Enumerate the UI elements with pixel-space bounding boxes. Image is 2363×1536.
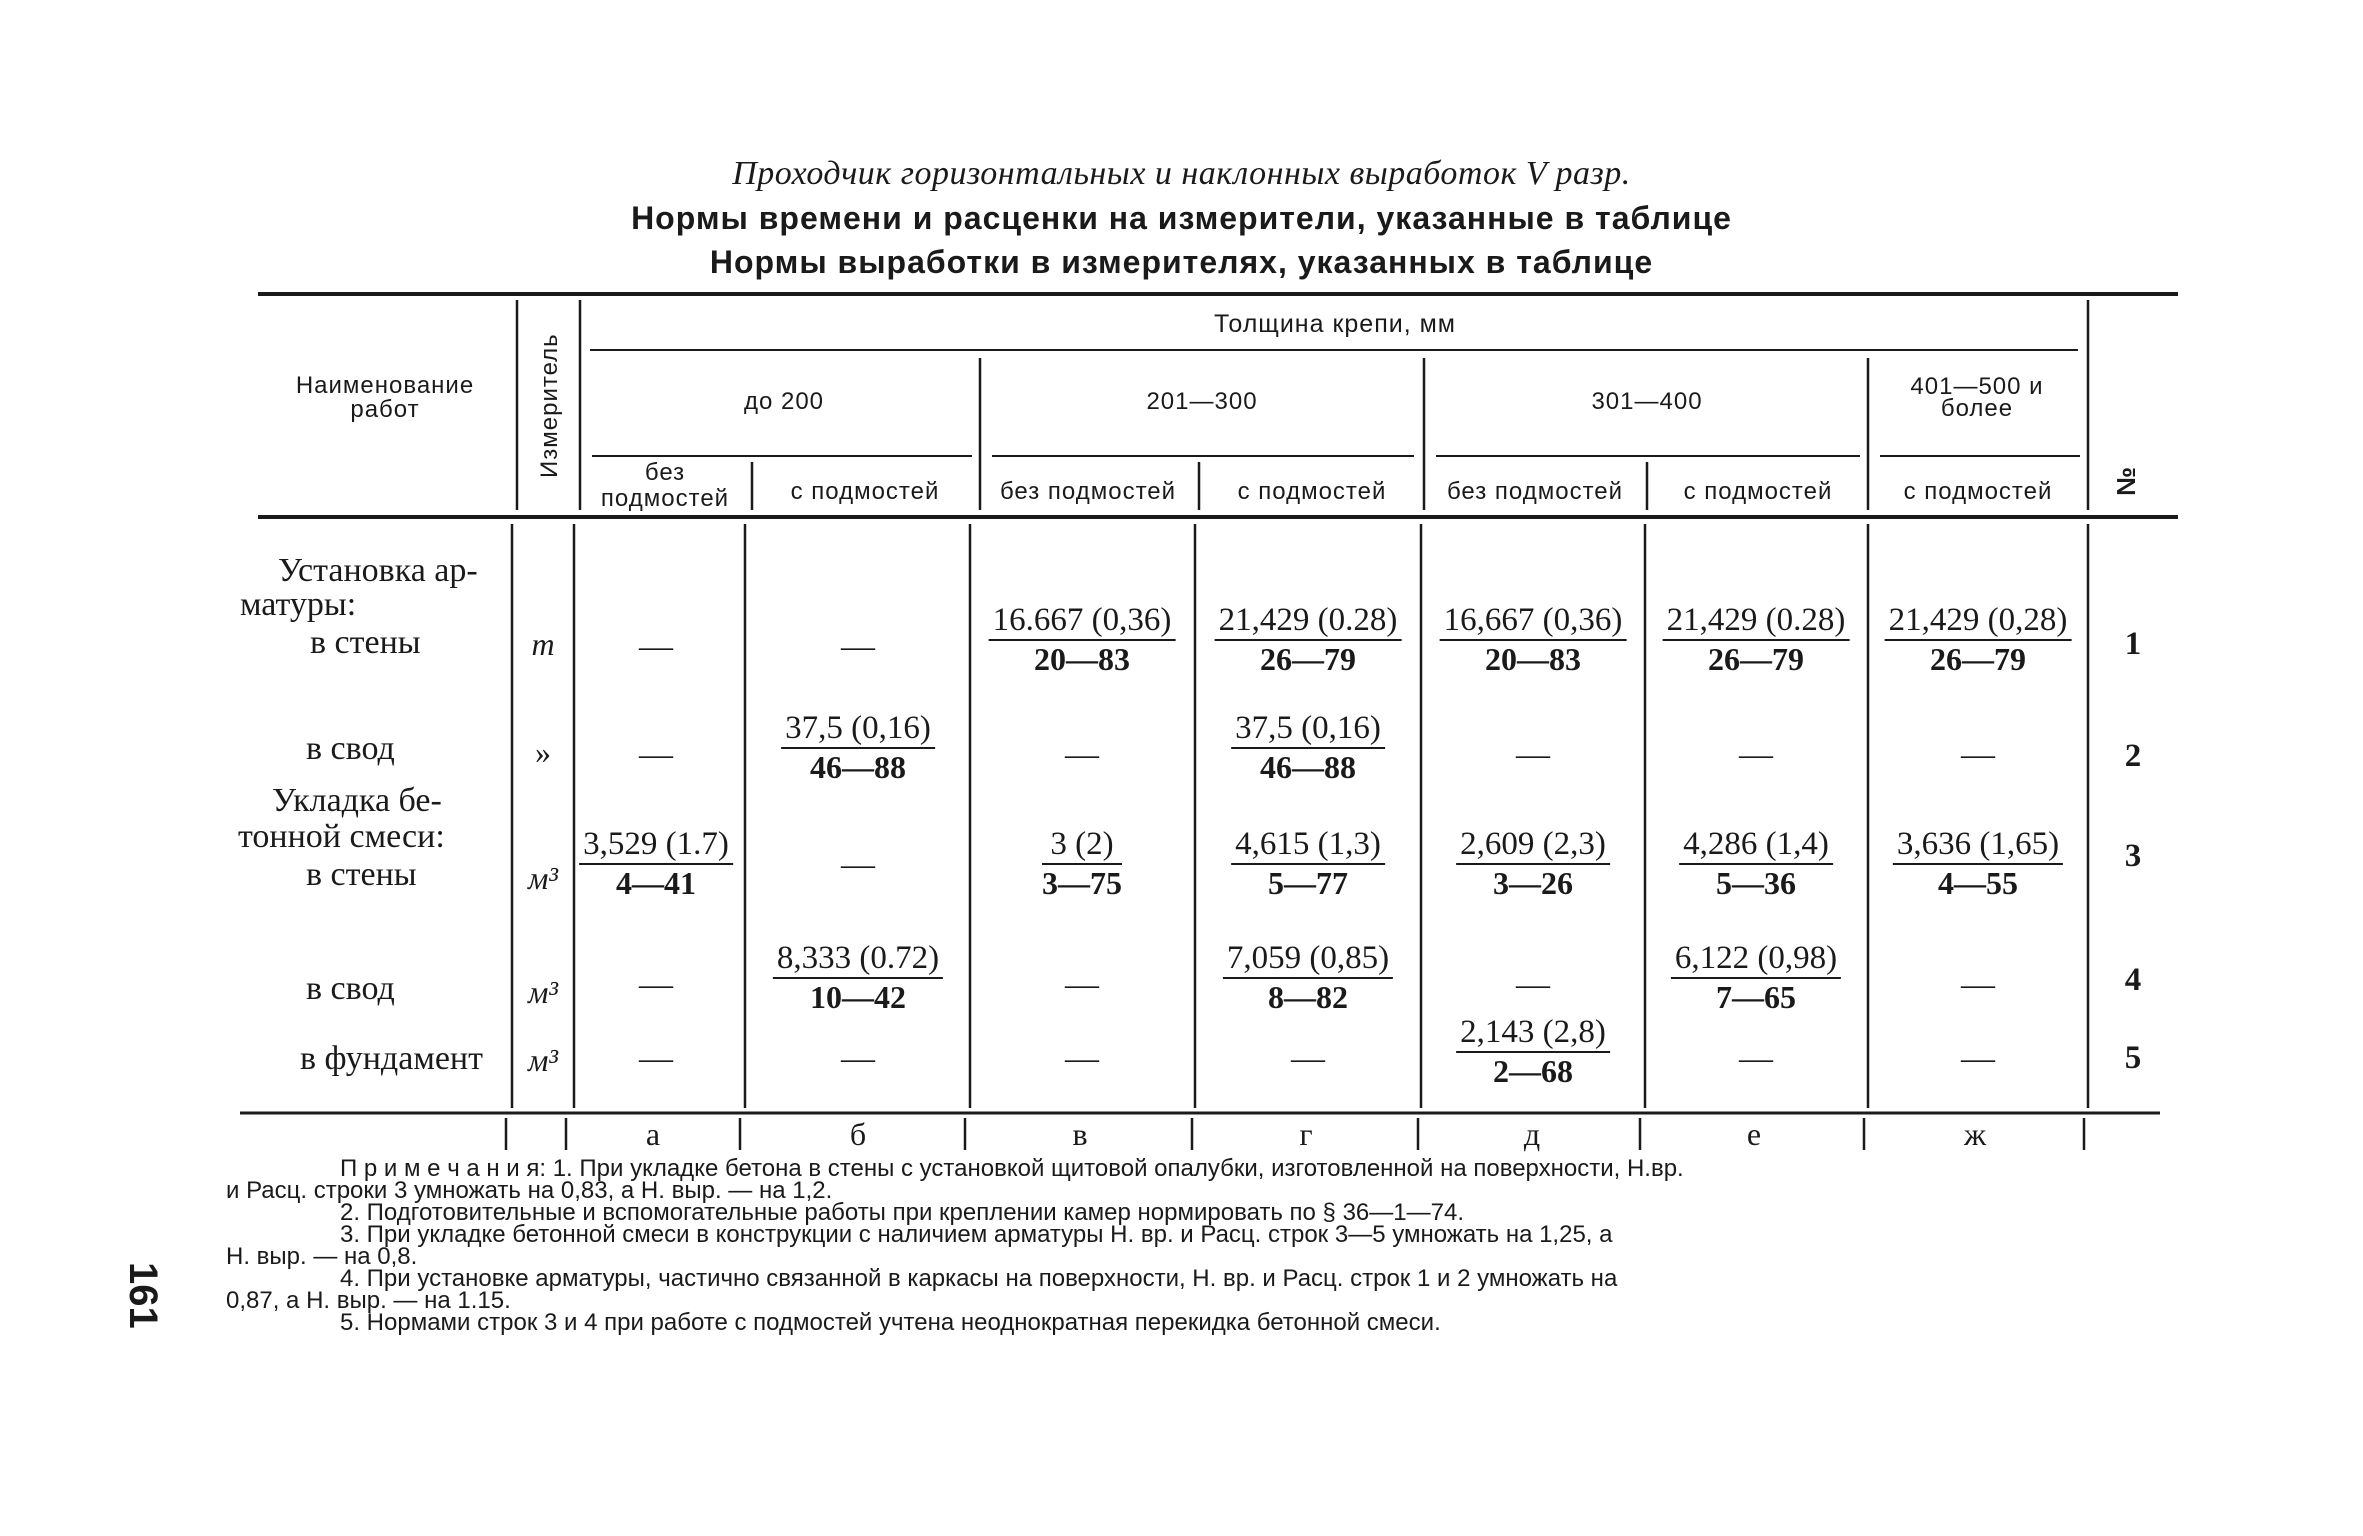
table-cell — [1739, 736, 1773, 774]
header-sub-d: с подмостей — [1237, 478, 1387, 505]
column-letter-c: в — [1072, 1116, 1088, 1152]
table-cell — [841, 628, 875, 666]
column-letter-d: г — [1299, 1116, 1313, 1152]
empty-dash: — — [1516, 966, 1550, 1003]
norm-value: 7,059 (0,85) — [1223, 940, 1393, 979]
norm-value: 37,5 (0,16) — [781, 710, 935, 749]
rate-value: 20—83 — [1033, 641, 1130, 677]
header-sub-a: без подмостей — [600, 459, 730, 512]
note-4-line-1: 4. При установке арматуры, частично связанной в каркасы на поверхности, Н. вр. и Расц. строк 1 и 2 умножать на — [340, 1265, 1618, 1292]
header-sub-f: с подмостей — [1683, 478, 1833, 505]
table-cell — [639, 966, 673, 1004]
rate-value: 5—36 — [1715, 865, 1796, 901]
header-thickness: Толщина крепи, мм — [1214, 310, 1456, 338]
rate-value: 3—26 — [1492, 865, 1573, 901]
table-cell — [841, 1040, 875, 1078]
header-sub-b: с подмостей — [790, 478, 940, 505]
norm-value: 3 (2) — [1042, 826, 1122, 865]
empty-dash: — — [1961, 966, 1995, 1003]
empty-dash: — — [841, 628, 875, 665]
table-cell — [1065, 1040, 1099, 1078]
norm-value: 16.667 (0,36) — [989, 602, 1176, 641]
header-group-3: 301—400 — [1591, 388, 1703, 415]
title-time-norms: Нормы времени и расценки на измерители, указанные в таблице — [631, 200, 1732, 236]
column-letter-g: ж — [1963, 1116, 1987, 1152]
table-cell — [639, 628, 673, 666]
table-cell — [1231, 826, 1385, 902]
table-cell — [639, 736, 673, 774]
rate-value: 46—88 — [1259, 749, 1356, 785]
notes — [226, 1155, 2161, 1336]
rate-value: 26—79 — [1707, 641, 1804, 677]
row-2-label: в свод — [306, 730, 395, 767]
table-cell — [1739, 1040, 1773, 1078]
norm-value: 16,667 (0,36) — [1440, 602, 1627, 641]
title-output-norms: Нормы выработки в измерителях, указанных в таблице — [709, 244, 1654, 280]
norm-value: 2,143 (2,8) — [1456, 1014, 1610, 1053]
row-5-unit: м³ — [527, 1042, 559, 1078]
row-5-number: 5 — [2124, 1040, 2142, 1076]
rate-value: 2—68 — [1492, 1053, 1573, 1089]
note-3-line-2: Н. выр. — на 0,8. — [226, 1243, 418, 1270]
header-sub-c: без подмостей — [999, 478, 1177, 505]
rate-value: 46—88 — [809, 749, 906, 785]
row-4-number: 4 — [2124, 962, 2142, 998]
empty-dash: — — [1065, 966, 1099, 1003]
row-4-unit: м³ — [527, 974, 559, 1010]
norm-value: 8,333 (0.72) — [773, 940, 943, 979]
rate-value: 3—75 — [1042, 865, 1122, 901]
table-cell — [989, 602, 1176, 678]
norm-value: 21,429 (0,28) — [1885, 602, 2072, 641]
note-3-line-1: 3. При укладке бетонной смеси в конструкции с наличием арматуры Н. вр. и Расц. строк 3—5 умножать на 1,25, а — [340, 1221, 1613, 1248]
header-group-1: до 200 — [743, 388, 825, 415]
rate-value: 26—79 — [1929, 641, 2026, 677]
table-cell — [1961, 736, 1995, 774]
table-cell — [773, 940, 943, 1016]
norm-value: 4,615 (1,3) — [1231, 826, 1385, 865]
header-group-2: 201—300 — [1146, 388, 1258, 415]
empty-dash: — — [639, 1040, 673, 1077]
rate-value: 20—83 — [1484, 641, 1581, 677]
row-3-label-line-3: в стены — [306, 856, 417, 893]
row-2-number: 2 — [2124, 738, 2142, 774]
empty-dash: — — [1739, 736, 1773, 773]
column-letter-f: е — [1746, 1116, 1762, 1152]
header-group-4: 401—500 и более — [1910, 373, 2044, 422]
header-unit: Измеритель — [536, 333, 563, 478]
empty-dash: — — [639, 966, 673, 1003]
rate-value: 5—77 — [1267, 865, 1348, 901]
table-cell — [1516, 736, 1550, 774]
empty-dash: — — [1065, 1040, 1099, 1077]
rate-value: 4—55 — [1937, 865, 2018, 901]
note-1-line-2: и Расц. строки 3 умножать на 0,83, а Н. выр. — на 1,2. — [226, 1177, 833, 1204]
empty-dash: — — [841, 1040, 875, 1077]
row-1-label-line-3: в стены — [310, 624, 421, 661]
empty-dash: — — [1961, 736, 1995, 773]
empty-dash: — — [1291, 1040, 1325, 1077]
table-cell — [1215, 602, 1402, 678]
table-cell — [1065, 966, 1099, 1004]
row-3-label-line-1: Укладка бе- — [272, 782, 442, 819]
table-cell — [1663, 602, 1850, 678]
row-5-label: в фундамент — [300, 1040, 483, 1077]
table-cell — [1042, 826, 1122, 902]
header-number: № — [2110, 467, 2141, 496]
row-1-label-line-2: матуры: — [240, 586, 357, 623]
header-name-of-work: Наименование работ — [295, 372, 475, 423]
note-4-line-2: 0,87, а Н. выр. — на 1.15. — [226, 1287, 511, 1314]
page-number: 161 — [121, 1262, 165, 1329]
rate-value: 26—79 — [1259, 641, 1356, 677]
empty-dash: — — [1961, 1040, 1995, 1077]
title-profession: Проходчик горизонтальных и наклонных выработок V разр. — [732, 155, 1631, 192]
row-1-number: 1 — [2124, 626, 2142, 662]
table-cell — [1679, 826, 1833, 902]
empty-dash: — — [639, 628, 673, 665]
table-cell — [1065, 736, 1099, 774]
norm-value: 37,5 (0,16) — [1231, 710, 1385, 749]
row-3-number: 3 — [2124, 838, 2142, 874]
norm-value: 6,122 (0,98) — [1671, 940, 1841, 979]
table-cell — [781, 710, 935, 786]
table-cell — [1961, 966, 1995, 1004]
empty-dash: — — [1739, 1040, 1773, 1077]
table-cell — [1456, 1014, 1610, 1090]
row-2-unit: » — [535, 734, 551, 770]
column-letter-b: б — [849, 1116, 867, 1152]
empty-dash: — — [1516, 736, 1550, 773]
header-sub-g: с подмостей — [1903, 478, 2053, 505]
empty-dash: — — [639, 736, 673, 773]
note-1-line-1: П р и м е ч а н и я: 1. При укладке бетона в стены с установкой щитовой опалубки, изготовленной на поверхности, Н.вр. — [340, 1155, 1684, 1182]
row-3-unit: м³ — [527, 860, 559, 896]
table-cell — [1893, 826, 2063, 902]
norm-value: 4,286 (1,4) — [1679, 826, 1833, 865]
table-cell — [1885, 602, 2072, 678]
rate-value: 7—65 — [1715, 979, 1796, 1015]
note-5: 5. Нормами строк 3 и 4 при работе с подмостей учтена неоднократная перекидка бетонной смеси. — [340, 1309, 1441, 1336]
rate-value: 10—42 — [809, 979, 906, 1015]
column-letter-e: д — [1523, 1116, 1541, 1152]
norm-value: 3,636 (1,65) — [1893, 826, 2063, 865]
table-cell — [1671, 940, 1841, 1016]
row-1-unit: т — [531, 626, 555, 662]
table-cell — [1961, 1040, 1995, 1078]
norm-value: 3,529 (1.7) — [579, 826, 733, 865]
rate-value: 4—41 — [615, 865, 696, 901]
row-4-label: в свод — [306, 970, 395, 1007]
note-2: 2. Подготовительные и вспомогательные работы при креплении камер нормировать по § 36—1—74. — [340, 1199, 1464, 1226]
table-cell — [1291, 1040, 1325, 1078]
header-sub-e: без подмостей — [1446, 478, 1624, 505]
table-cell — [639, 1040, 673, 1078]
norm-value: 21,429 (0.28) — [1215, 602, 1402, 641]
empty-dash: — — [841, 846, 875, 883]
table-cell — [1516, 966, 1550, 1004]
rate-value: 8—82 — [1267, 979, 1348, 1015]
table-cell — [1456, 826, 1610, 902]
table-cell — [1440, 602, 1627, 678]
table-cell — [1231, 710, 1385, 786]
table-cell — [841, 846, 875, 884]
table-cell — [1223, 940, 1393, 1016]
norm-value: 2,609 (2,3) — [1456, 826, 1610, 865]
norm-value: 21,429 (0.28) — [1663, 602, 1850, 641]
table-cell — [579, 826, 733, 902]
row-1-label-line-1: Установка ар- — [278, 552, 478, 589]
row-3-label-line-2: тонной смеси: — [238, 818, 445, 855]
column-letter-a: а — [645, 1116, 661, 1152]
empty-dash: — — [1065, 736, 1099, 773]
